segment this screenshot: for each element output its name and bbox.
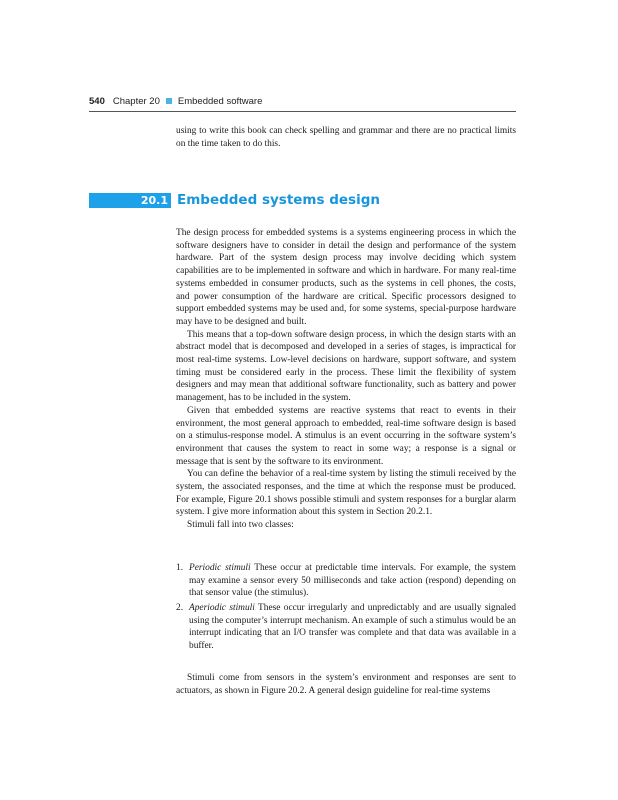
header-separator-square bbox=[166, 98, 172, 104]
intro-paragraph bbox=[176, 125, 516, 150]
list-text: These occur irregularly and unpredictably and are usually signaled using the computer’s interrupt mechanism. An example of such a stimulus would be an interrupt indicating that an I/O transfer was complete and that data was available in a buffer. bbox=[189, 603, 516, 652]
section-number: 20.1 bbox=[140, 194, 168, 207]
section-title: Embedded systems design bbox=[177, 192, 380, 208]
header-rule bbox=[89, 111, 516, 112]
paragraph: You can define the behavior of a real-time system by listing the stimuli received by the system, the associated responses, and the time at which the response must be produced. For example, Figure 20.1 shows possible stimuli and system responses for a burglar alarm system. I give more information about this system in Section 20.2.1. bbox=[176, 469, 516, 518]
page-number: 540 bbox=[89, 96, 105, 107]
closing-text: Stimuli come from sensors in the system’s environment and responses are sent to actuators, as shown in Figure 20.2. A general design guideline for real-time systems bbox=[176, 673, 516, 696]
intro-text: using to write this book can check spelling and grammar and there are no practical limits on the time taken to do this. bbox=[176, 126, 516, 149]
list-item bbox=[176, 602, 516, 653]
list-term: Aperiodic stimuli bbox=[189, 603, 255, 613]
list-number: 1. bbox=[176, 563, 184, 573]
list-text: These occur at predictable time intervals. For example, the system may examine a sensor every 50 milliseconds and take action (respond) depending on that sensor value (the stimulus). bbox=[189, 563, 516, 599]
paragraph: Stimuli fall into two classes: bbox=[187, 520, 294, 531]
closing-paragraph bbox=[176, 672, 516, 697]
list-item bbox=[176, 562, 516, 600]
running-header bbox=[89, 96, 516, 110]
paragraph: This means that a top-down software design process, in which the design starts with an abstract model that is decomposed and developed in a series of stages, is impractical for most real-time systems. Low-level decisions on hardware, support software, and system timing must be considered early in the process. These limit the flexibility of system designers and may mean that additional software functionality, such as battery and power management, has to be included in the system. bbox=[176, 329, 516, 404]
section-body bbox=[176, 227, 516, 532]
list-term: Periodic stimuli bbox=[189, 563, 251, 573]
chapter-label: Chapter 20 bbox=[112, 96, 160, 107]
paragraph: Given that embedded systems are reactive systems that react to events in their environment, the most general approach to embedded, real-time software design is based on a stimulus-response model. A stimulus is an event occurring in the software system’s environment that causes the system to react in some way; a response is a signal or message that is sent by the software to its environment. bbox=[176, 405, 516, 467]
section-number-bar bbox=[89, 193, 171, 208]
list-number: 2. bbox=[176, 603, 184, 613]
paragraph: The design process for embedded systems is a systems engineering process in which the software designers have to consider in detail the design and performance of the system hardware. Part of the system design process may involve deciding which system capabilities are to be implemented in software and which in hardware. For many real-time systems embedded in consumer products, such as the systems in cell phones, the costs, and power consumption of the hardware are critical. Specific processors designed to support embedded systems may be used and, for some systems, special-purpose hardware may have to be designed and built. bbox=[176, 228, 516, 327]
chapter-title: Embedded software bbox=[177, 96, 263, 107]
